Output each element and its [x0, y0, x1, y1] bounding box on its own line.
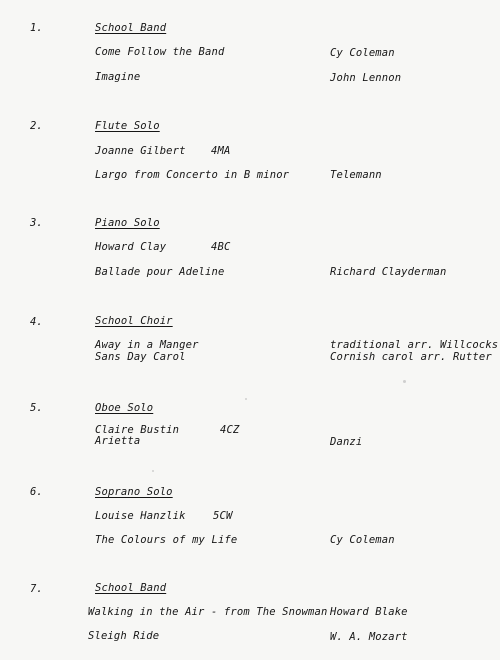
performer-form: 4CZ [220, 424, 240, 436]
piece-title: Come Follow the Band [95, 46, 225, 58]
item-heading: Oboe Solo [95, 402, 154, 414]
item-heading: School Choir [95, 315, 173, 327]
piece-title: Imagine [95, 71, 141, 83]
performer-name: Louise Hanzlik [95, 510, 186, 522]
item-heading: School Band [95, 22, 167, 34]
piece-title: Largo from Concerto in B minor [95, 169, 290, 181]
piece-title: Walking in the Air - from The Snowman [88, 606, 328, 618]
piece-composer: Danzi [330, 436, 363, 448]
item-heading: School Band [95, 582, 167, 594]
item-number: 6. [30, 486, 43, 498]
performer-form: 4MA [211, 145, 231, 157]
item-heading: Piano Solo [95, 217, 160, 229]
piece-composer: Richard Clayderman [330, 266, 447, 278]
piece-title: Ballade pour Adeline [95, 266, 225, 278]
performer-name: Claire Bustin [95, 424, 180, 436]
piece-composer: traditional arr. Willcocks [330, 339, 499, 351]
piece-composer: John Lennon [330, 72, 402, 84]
item-heading: Soprano Solo [95, 486, 173, 498]
piece-composer: W. A. Mozart [330, 631, 408, 643]
piece-composer: Cornish carol arr. Rutter [330, 351, 492, 363]
piece-title: Sleigh Ride [88, 630, 160, 642]
performer-form: 5CW [213, 510, 233, 522]
performer-form: 4BC [211, 241, 231, 253]
item-heading: Flute Solo [95, 120, 160, 132]
piece-title: Sans Day Carol [95, 351, 186, 363]
performer-name: Joanne Gilbert [95, 145, 186, 157]
piece-composer: Howard Blake [330, 606, 408, 618]
item-number: 1. [30, 22, 43, 34]
piece-title: Away in a Manger [95, 339, 199, 351]
scan-speck [152, 470, 154, 472]
item-number: 4. [30, 316, 43, 328]
piece-composer: Cy Coleman [330, 47, 395, 59]
piece-title: The Colours of my Life [95, 534, 238, 546]
performer-name: Howard Clay [95, 241, 167, 253]
item-number: 2. [30, 120, 43, 132]
scan-speck [245, 398, 247, 400]
piece-composer: Cy Coleman [330, 534, 395, 546]
item-number: 7. [30, 583, 43, 595]
item-number: 3. [30, 217, 43, 229]
piece-composer: Telemann [330, 169, 382, 181]
item-number: 5. [30, 402, 43, 414]
scan-speck [403, 380, 406, 383]
piece-title: Arietta [95, 435, 141, 447]
